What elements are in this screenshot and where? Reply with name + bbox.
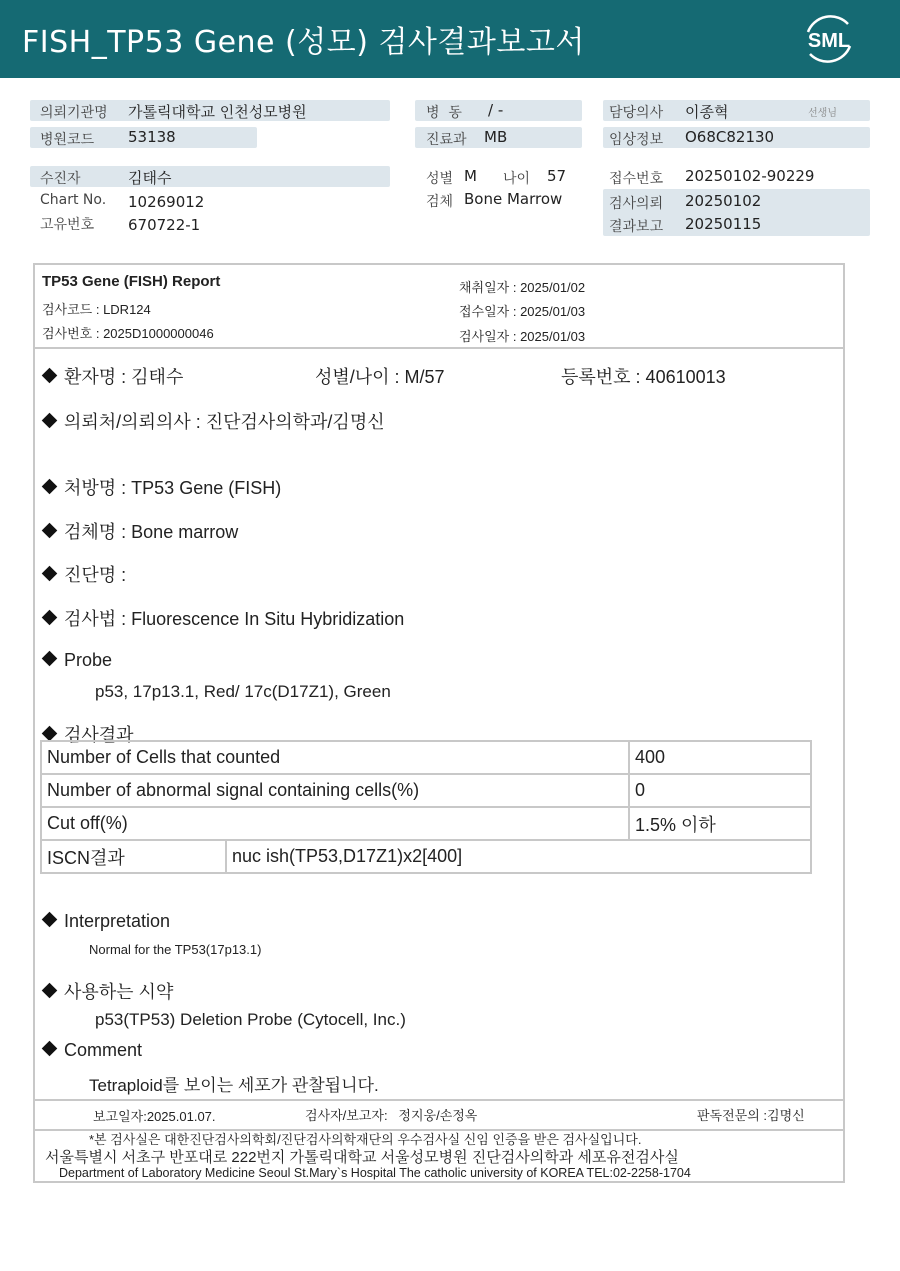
table-row bbox=[41, 840, 811, 873]
accreditation-notice: *본 검사실은 대한진단검사의학회/진단검사의학재단의 우수검사실 신임 인증을 받은 검사실입니다. bbox=[89, 1132, 642, 1147]
result-date-value: 20250115 bbox=[685, 215, 762, 233]
request-label: 검사의뢰 bbox=[609, 196, 664, 212]
reagent-text: p53(TP53) Deletion Probe (Cytocell, Inc.) bbox=[95, 1010, 406, 1029]
report-heading: TP53 Gene (FISH) Report bbox=[42, 273, 221, 290]
age-value: 57 bbox=[547, 167, 567, 185]
clinical-value: O68C82130 bbox=[685, 128, 775, 146]
doctor-value: 이종혁 bbox=[685, 103, 729, 121]
ward-label: 병 동 bbox=[426, 105, 462, 121]
dept-value: MB bbox=[484, 128, 508, 146]
patient-name-line: 환자명 : 김태수 bbox=[41, 363, 183, 389]
report-footer-signoff bbox=[35, 1099, 843, 1131]
ward-value: / - bbox=[488, 101, 504, 119]
receipt-label: 접수번호 bbox=[609, 171, 664, 187]
hospital-code-value: 53138 bbox=[128, 128, 176, 146]
department-english: Department of Laboratory Medicine Seoul St.Mary`s Hospital The catholic university of KOREA TEL:02-2258-1704 bbox=[59, 1166, 691, 1180]
bullet-icon bbox=[42, 523, 58, 539]
report-date: 보고일자:2025.01.07. bbox=[93, 1109, 216, 1124]
order-line: 처방명 : TP53 Gene (FISH) bbox=[41, 474, 281, 500]
test-number: 검사번호 : 2025D1000000046 bbox=[42, 326, 214, 341]
hospital-code-label: 병원코드 bbox=[40, 132, 95, 148]
bullet-icon bbox=[42, 479, 58, 495]
cutoff-label: Cut off(%) bbox=[41, 807, 629, 840]
results-table bbox=[40, 740, 812, 874]
interpretation-text: Normal for the TP53(17p13.1) bbox=[89, 942, 262, 957]
interpretation-heading: Interpretation bbox=[41, 911, 170, 932]
bullet-icon bbox=[42, 983, 58, 999]
probe-heading: Probe bbox=[41, 650, 112, 671]
unique-no-label: 고유번호 bbox=[40, 217, 95, 233]
result-date-label: 결과보고 bbox=[609, 219, 664, 235]
iscn-value: nuc ish(TP53,D17Z1)x2[400] bbox=[226, 840, 811, 873]
cutoff-value: 1.5% 이하 bbox=[629, 807, 811, 840]
receive-date: 접수일자 : 2025/01/03 bbox=[459, 304, 586, 319]
abnormal-cells-value: 0 bbox=[629, 774, 811, 807]
logo-text: SML bbox=[807, 30, 851, 52]
bullet-icon bbox=[42, 610, 58, 626]
clinical-label: 임상정보 bbox=[609, 132, 664, 148]
patient-value: 김태수 bbox=[128, 169, 172, 187]
lab-address: 서울특별시 서초구 반포대로 222번지 가톨릭대학교 서울성모병원 진단검사의학과 세포유전검사실 bbox=[45, 1149, 679, 1166]
registration-number: 등록번호 : 40610013 bbox=[561, 367, 726, 387]
test-code: 검사코드 : LDR124 bbox=[42, 302, 151, 317]
request-value: 20250102 bbox=[685, 192, 762, 210]
patient-label: 수진자 bbox=[40, 171, 81, 187]
comment-text: Tetraploid를 보이는 세포가 관찰됩니다. bbox=[89, 1076, 379, 1095]
bullet-icon bbox=[42, 651, 58, 667]
results-heading: 검사결과 bbox=[41, 721, 134, 747]
sml-logo bbox=[800, 10, 858, 68]
bullet-icon bbox=[42, 726, 58, 742]
bullet-icon bbox=[42, 368, 58, 384]
unique-no-value: 670722-1 bbox=[128, 216, 201, 234]
specimen-label: 검체 bbox=[426, 194, 454, 210]
doctor-suffix: 선생님 bbox=[808, 108, 837, 119]
report-box bbox=[33, 263, 845, 1183]
bullet-icon bbox=[42, 413, 58, 429]
bullet-icon bbox=[42, 912, 58, 928]
specialist: 판독전문의 :김명신 bbox=[697, 1108, 805, 1123]
report-title: FISH_TP53 Gene (성모) 검사결과보고서 bbox=[22, 25, 585, 60]
bullet-icon bbox=[42, 566, 58, 582]
diagnosis-line: 진단명 : bbox=[41, 561, 126, 587]
receipt-value: 20250102-90229 bbox=[685, 167, 815, 185]
collect-date: 채취일자 : 2025/01/02 bbox=[459, 280, 586, 295]
table-row bbox=[41, 774, 811, 807]
header-bar bbox=[0, 0, 900, 78]
specimen-line: 검체명 : Bone marrow bbox=[41, 518, 238, 544]
requester-line: 의뢰처/의뢰의사 : 진단검사의학과/김명신 bbox=[41, 408, 385, 434]
abnormal-cells-label: Number of abnormal signal containing cells(%) bbox=[41, 774, 629, 807]
table-row bbox=[41, 807, 811, 840]
reagent-heading: 사용하는 시약 bbox=[41, 978, 173, 1004]
age-label: 나이 bbox=[503, 171, 531, 187]
sex-value: M bbox=[464, 167, 477, 185]
cells-counted-value: 400 bbox=[629, 741, 811, 774]
reporter: 검사자/보고자: 정지웅/손정옥 bbox=[305, 1108, 478, 1123]
dept-label: 진료과 bbox=[426, 132, 467, 148]
comment-heading: Comment bbox=[41, 1040, 142, 1061]
cells-counted-label: Number of Cells that counted bbox=[41, 741, 629, 774]
doctor-label: 담당의사 bbox=[609, 105, 664, 121]
method-line: 검사법 : Fluorescence In Situ Hybridization bbox=[41, 605, 404, 631]
institution-value: 가톨릭대학교 인천성모병원 bbox=[128, 103, 307, 121]
table-row bbox=[41, 741, 811, 774]
test-date: 검사일자 : 2025/01/03 bbox=[459, 329, 586, 344]
institution-label: 의뢰기관명 bbox=[40, 105, 108, 121]
chart-value: 10269012 bbox=[128, 193, 205, 211]
probe-text: p53, 17p13.1, Red/ 17c(D17Z1), Green bbox=[95, 682, 391, 701]
info-bar bbox=[30, 166, 390, 187]
specimen-value: Bone Marrow bbox=[464, 190, 563, 208]
iscn-label: ISCN결과 bbox=[41, 840, 226, 873]
chart-label: Chart No. bbox=[40, 192, 107, 208]
sex-label: 성별 bbox=[426, 171, 454, 187]
report-header bbox=[35, 265, 843, 349]
sex-age-line: 성별/나이 : M/57 bbox=[315, 367, 445, 387]
bullet-icon bbox=[42, 1041, 58, 1057]
